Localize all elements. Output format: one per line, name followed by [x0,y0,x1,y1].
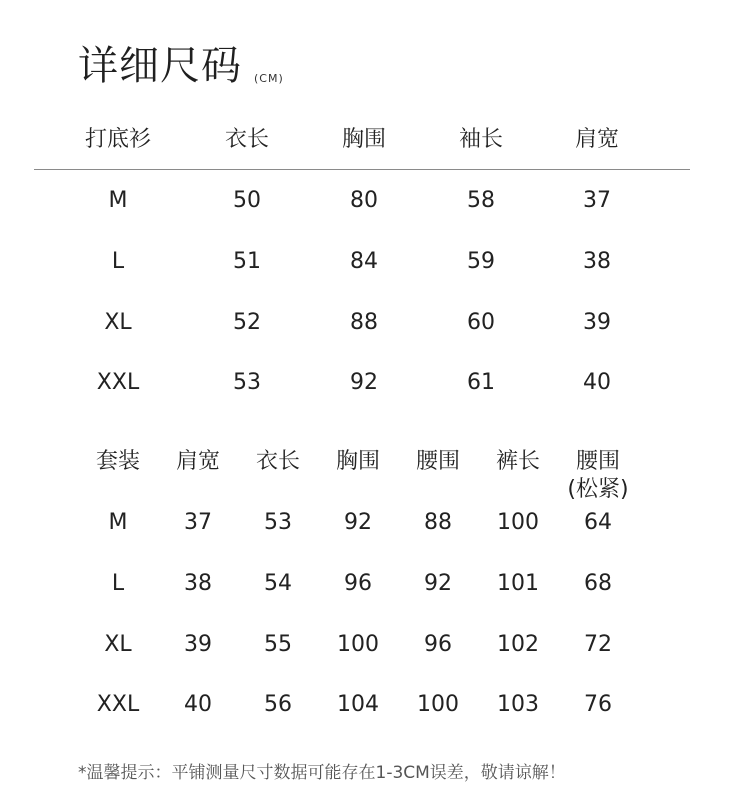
table1-header-cell: 肩宽 [574,127,620,152]
table2-cell: 38 [184,571,212,596]
table2-header-cell: 套装 [95,449,141,474]
table1-cell: 88 [350,310,378,335]
table2-cell: 92 [344,510,372,535]
table1-cell: 58 [467,188,495,213]
table2-cell: 40 [184,692,212,717]
table2-cell: 104 [337,692,379,717]
table2-cell: 64 [584,510,612,535]
table2-cell: 100 [497,510,539,535]
table1-cell: 92 [350,370,378,395]
table2-header-cell: 衣长 [255,449,301,474]
table2-cell: 37 [184,510,212,535]
table2-cell: 76 [584,692,612,717]
table2-cell: 100 [337,632,379,657]
table2-cell: 54 [264,571,292,596]
table2-header-subcell: (松紧) [567,477,629,502]
table2-header-cell: 腰围 [415,449,461,474]
table1-cell: 40 [583,370,611,395]
disclaimer-note: *温馨提示：平铺测量尺寸数据可能存在1-3CM误差，敬请谅解！ [78,763,566,783]
table1-cell: M [108,188,128,213]
table1-header-cell: 胸围 [341,127,387,152]
table2-cell: 96 [344,571,372,596]
unit-label: (CM) [254,72,284,85]
table1-cell: 52 [233,310,261,335]
table2-cell: 72 [584,632,612,657]
table2-cell: 88 [424,510,452,535]
table1-cell: 38 [583,249,611,274]
table2-cell: 53 [264,510,292,535]
table1-cell: 39 [583,310,611,335]
table2-cell: 102 [497,632,539,657]
table2-cell: 96 [424,632,452,657]
table2-cell: 56 [264,692,292,717]
table2-cell: L [111,571,125,596]
page-title: 详细尺码 [78,43,242,89]
table1-cell: L [111,249,125,274]
table2-header-cell: 腰围 [575,449,621,474]
table2-cell: 39 [184,632,212,657]
table2-cell: 92 [424,571,452,596]
table2-header-cell: 裤长 [495,449,541,474]
table1-header-cell: 袖长 [458,127,504,152]
table2-cell: 100 [417,692,459,717]
table1-cell: 60 [467,310,495,335]
table1-cell: 61 [467,370,495,395]
table1-cell: 80 [350,188,378,213]
table2-cell: 68 [584,571,612,596]
table1-cell: XXL [96,370,140,395]
table2-header-cell: 肩宽 [175,449,221,474]
table1-cell: 37 [583,188,611,213]
table2-cell: 101 [497,571,539,596]
table1-cell: 84 [350,249,378,274]
table1-cell: 53 [233,370,261,395]
table2-cell: XL [104,632,132,657]
table1-cell: XL [104,310,132,335]
table1-cell: 50 [233,188,261,213]
table1-header-cell: 打底衫 [84,127,152,152]
table2-cell: XXL [96,692,140,717]
table2-cell: 103 [497,692,539,717]
table2-cell: 55 [264,632,292,657]
header-divider [34,169,690,170]
table2-header-cell: 胸围 [335,449,381,474]
table2-cell: M [108,510,128,535]
table1-header-cell: 衣长 [224,127,270,152]
table1-cell: 59 [467,249,495,274]
table1-cell: 51 [233,249,261,274]
